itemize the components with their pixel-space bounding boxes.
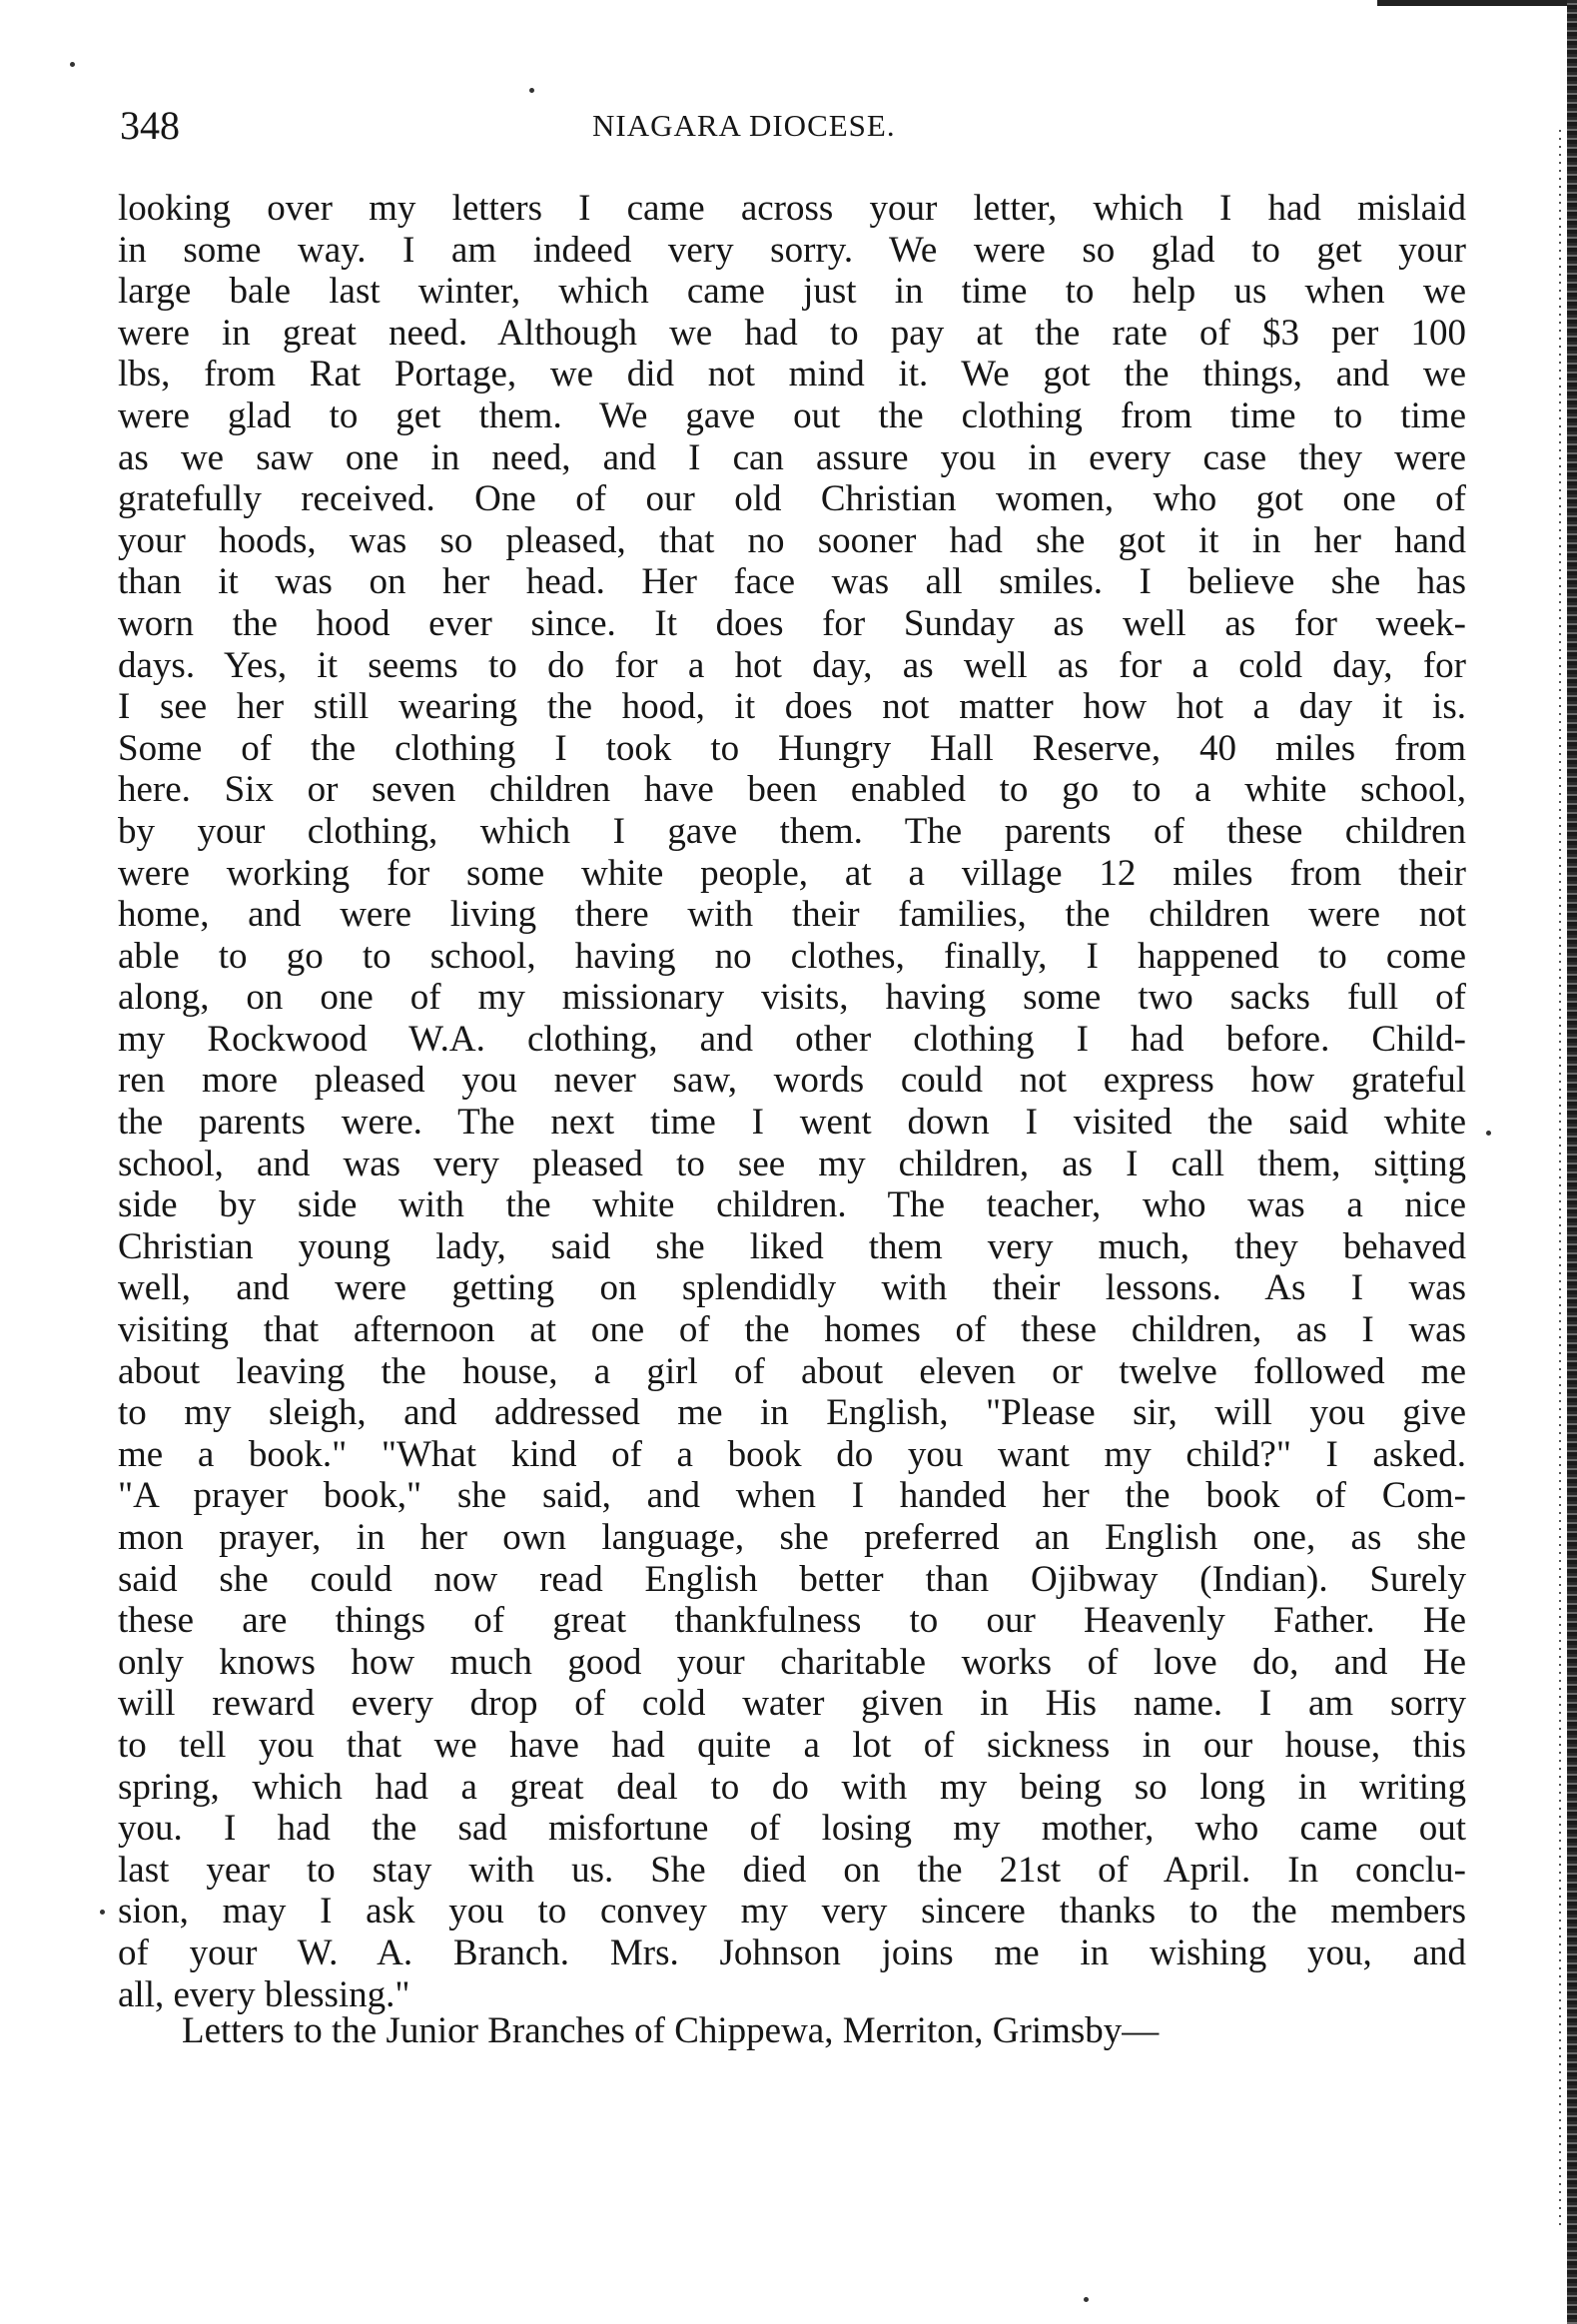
text-line: worn the hood ever since. It does for Sunday as well as for week-: [118, 602, 1466, 644]
text-line: side by side with the white children. The teacher, who was a nice: [118, 1184, 1466, 1226]
scan-speck: [70, 62, 75, 67]
text-line: lbs, from Rat Portage, we did not mind it. We got the things, and we: [118, 354, 1466, 395]
text-line: will reward every drop of cold water given in His name. I am sorry: [118, 1683, 1466, 1725]
scan-page-edge: [1567, 0, 1577, 2324]
text-line: well, and were getting on splendidly with their lessons. As I was: [118, 1267, 1466, 1309]
text-line: home, and were living there with their families, the children were not: [118, 894, 1466, 936]
text-line: along, on one of my missionary visits, having some two sacks full of: [118, 977, 1466, 1019]
text-line: in some way. I am indeed very sorry. We were so glad to get your: [118, 229, 1466, 271]
scan-speck: [100, 1910, 105, 1915]
text-line: large bale last winter, which came just in time to help us when we: [118, 271, 1466, 313]
text-line: I see her still wearing the hood, it does not matter how hot a day it is.: [118, 686, 1466, 728]
text-line: "A prayer book," she said, and when I handed her the book of Com-: [118, 1475, 1466, 1517]
closing-line: Letters to the Junior Branches of Chippewa, Merriton, Grimsby—: [182, 2010, 1160, 2051]
scan-top-rule: [1377, 0, 1577, 6]
text-line: about leaving the house, a girl of about eleven or twelve followed me: [118, 1350, 1466, 1392]
page-number: 348: [120, 103, 180, 148]
text-line: than it was on her head. Her face was all smiles. I believe she has: [118, 561, 1466, 603]
text-line: your hoods, was so pleased, that no sooner had she got it in her hand: [118, 519, 1466, 561]
text-line: were working for some white people, at a village 12 miles from their: [118, 852, 1466, 894]
text-line: these are things of great thankfulness to our Heavenly Father. He: [118, 1600, 1466, 1642]
text-line: of your W. A. Branch. Mrs. Johnson joins me in wishing you, and: [118, 1932, 1466, 1973]
text-line: Some of the clothing I took to Hungry Hall Reserve, 40 miles from: [118, 727, 1466, 769]
running-head: NIAGARA DIOCESE.: [592, 108, 896, 143]
text-line: you. I had the sad misfortune of losing my mother, who came out: [118, 1808, 1466, 1850]
scan-edge-dots: [1559, 130, 1561, 2227]
scan-speck: [529, 88, 534, 93]
text-line: sion, may I ask you to convey my very sincere thanks to the members: [118, 1891, 1466, 1933]
text-line: ren more pleased you never saw, words could not express how grateful: [118, 1060, 1466, 1102]
text-line: were glad to get them. We gave out the clothing from time to time: [118, 394, 1466, 436]
body-text: [118, 188, 1466, 2015]
text-line: gratefully received. One of our old Christian women, who got one of: [118, 478, 1466, 520]
text-line: to tell you that we have had quite a lot of sickness in our house, this: [118, 1724, 1466, 1766]
text-line: the parents were. The next time I went down I visited the said white: [118, 1102, 1466, 1144]
page-header: [118, 96, 1466, 156]
text-line: looking over my letters I came across your letter, which I had mislaid: [118, 188, 1466, 229]
text-line: me a book." "What kind of a book do you want my child?" I asked.: [118, 1433, 1466, 1475]
text-line: spring, which had a great deal to do with my being so long in writing: [118, 1766, 1466, 1808]
text-line: mon prayer, in her own language, she preferred an English one, as she: [118, 1517, 1466, 1558]
text-line: visiting that afternoon at one of the homes of these children, as I was: [118, 1309, 1466, 1351]
text-line: all, every blessing.": [118, 1973, 410, 2015]
text-line: were in great need. Although we had to pay at the rate of $3 per 100: [118, 312, 1466, 354]
text-line: school, and was very pleased to see my children, as I call them, sitting: [118, 1143, 1466, 1184]
text-line: my Rockwood W.A. clothing, and other clothing I had before. Child-: [118, 1018, 1466, 1060]
text-line: here. Six or seven children have been enabled to go to a white school,: [118, 769, 1466, 811]
scan-speck: [1084, 2297, 1089, 2302]
text-line: to my sleigh, and addressed me in English, "Please sir, will you give: [118, 1392, 1466, 1434]
text-line: able to go to school, having no clothes, finally, I happened to come: [118, 935, 1466, 977]
text-line: last year to stay with us. She died on the 21st of April. In conclu-: [118, 1849, 1466, 1891]
scan-speck: [1486, 1131, 1491, 1136]
text-line: said she could now read English better than Ojibway (Indian). Surely: [118, 1558, 1466, 1600]
text-line: only knows how much good your charitable works of love do, and He: [118, 1641, 1466, 1683]
text-line: by your clothing, which I gave them. The parents of these children: [118, 810, 1466, 852]
text-line: days. Yes, it seems to do for a hot day, as well as for a cold day, for: [118, 644, 1466, 686]
text-line: as we saw one in need, and I can assure you in every case they were: [118, 436, 1466, 478]
text-line: Christian young lady, said she liked them very much, they behaved: [118, 1225, 1466, 1267]
